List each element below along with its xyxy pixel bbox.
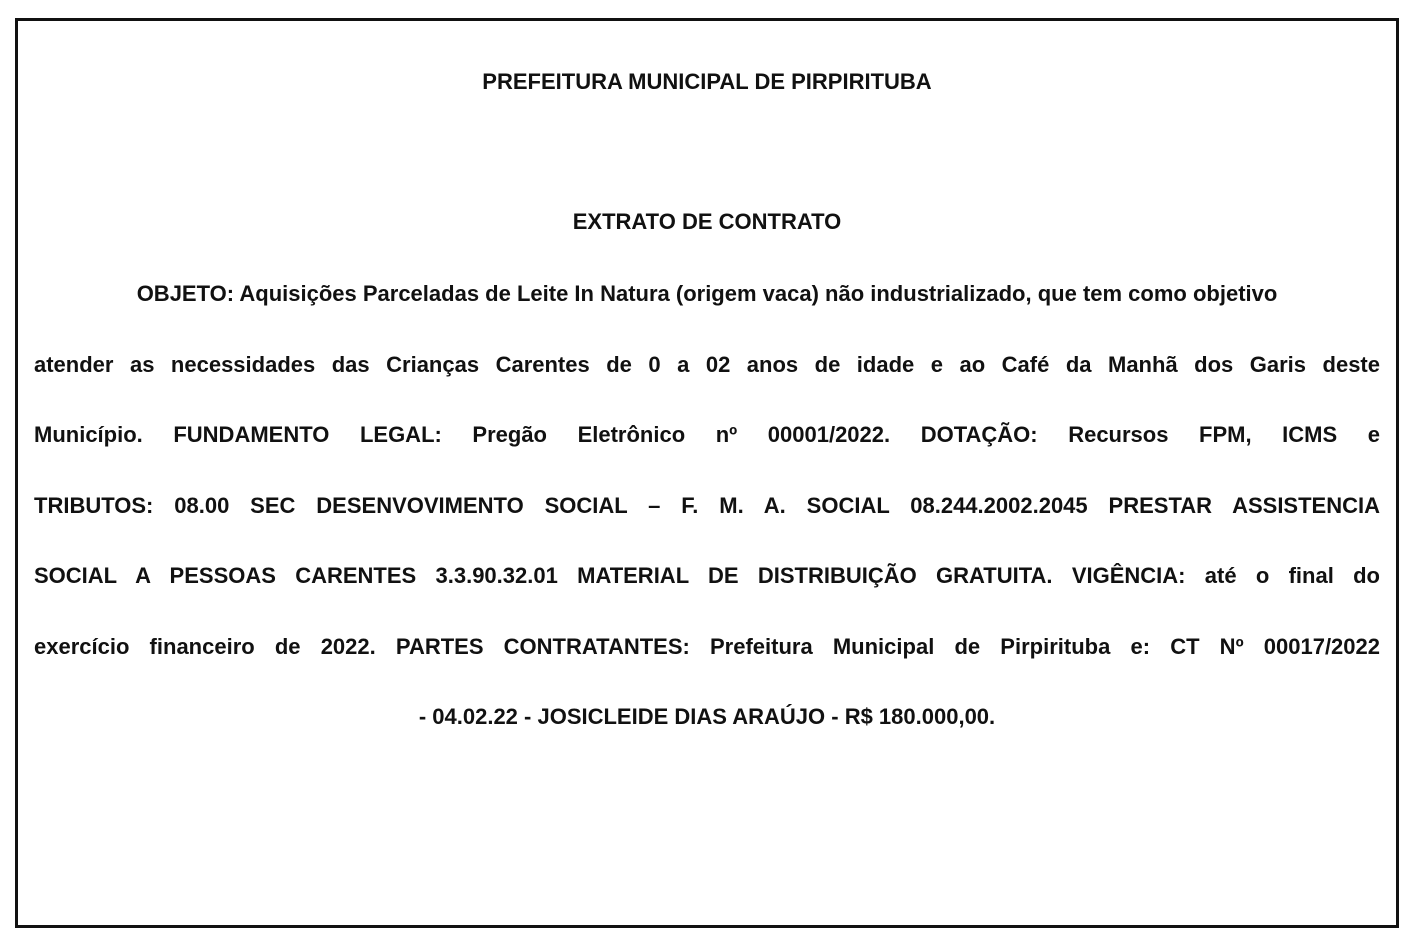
body-line: Município. FUNDAMENTO LEGAL: Pregão Eletrônico nº 00001/2022. DOTAÇÃO: Recursos FPM, ICMS e	[34, 422, 1380, 447]
section-title: EXTRATO DE CONTRATO	[572, 209, 842, 234]
body-line: exercício financeiro de 2022. PARTES CONTRATANTES: Prefeitura Municipal de Pirpirituba e: CT Nº 00017/2022	[34, 633, 1380, 659]
document-frame	[15, 18, 1399, 928]
document-header: PREFEITURA MUNICIPAL DE PIRPIRITUBA	[482, 69, 932, 94]
body-line: SOCIAL A PESSOAS CARENTES 3.3.90.32.01 MATERIAL DE DISTRIBUIÇÃO GRATUITA. VIGÊNCIA: até o final do	[34, 563, 1380, 588]
body-line: TRIBUTOS: 08.00 SEC DESENVOVIMENTO SOCIAL – F. M. A. SOCIAL 08.244.2002.2045 PRESTAR ASSISTENCIA	[34, 492, 1380, 518]
body-line: - 04.02.22 - JOSICLEIDE DIAS ARAÚJO - R$ 180.000,00.	[418, 704, 996, 729]
body-line: atender as necessidades das Crianças Carentes de 0 a 02 anos de idade e ao Café da Manhã dos Garis deste	[34, 351, 1380, 377]
contract-body	[34, 259, 1380, 753]
body-line: OBJETO: Aquisições Parceladas de Leite In Natura (origem vaca) não industrializado, que tem como objetivo	[136, 281, 1278, 306]
